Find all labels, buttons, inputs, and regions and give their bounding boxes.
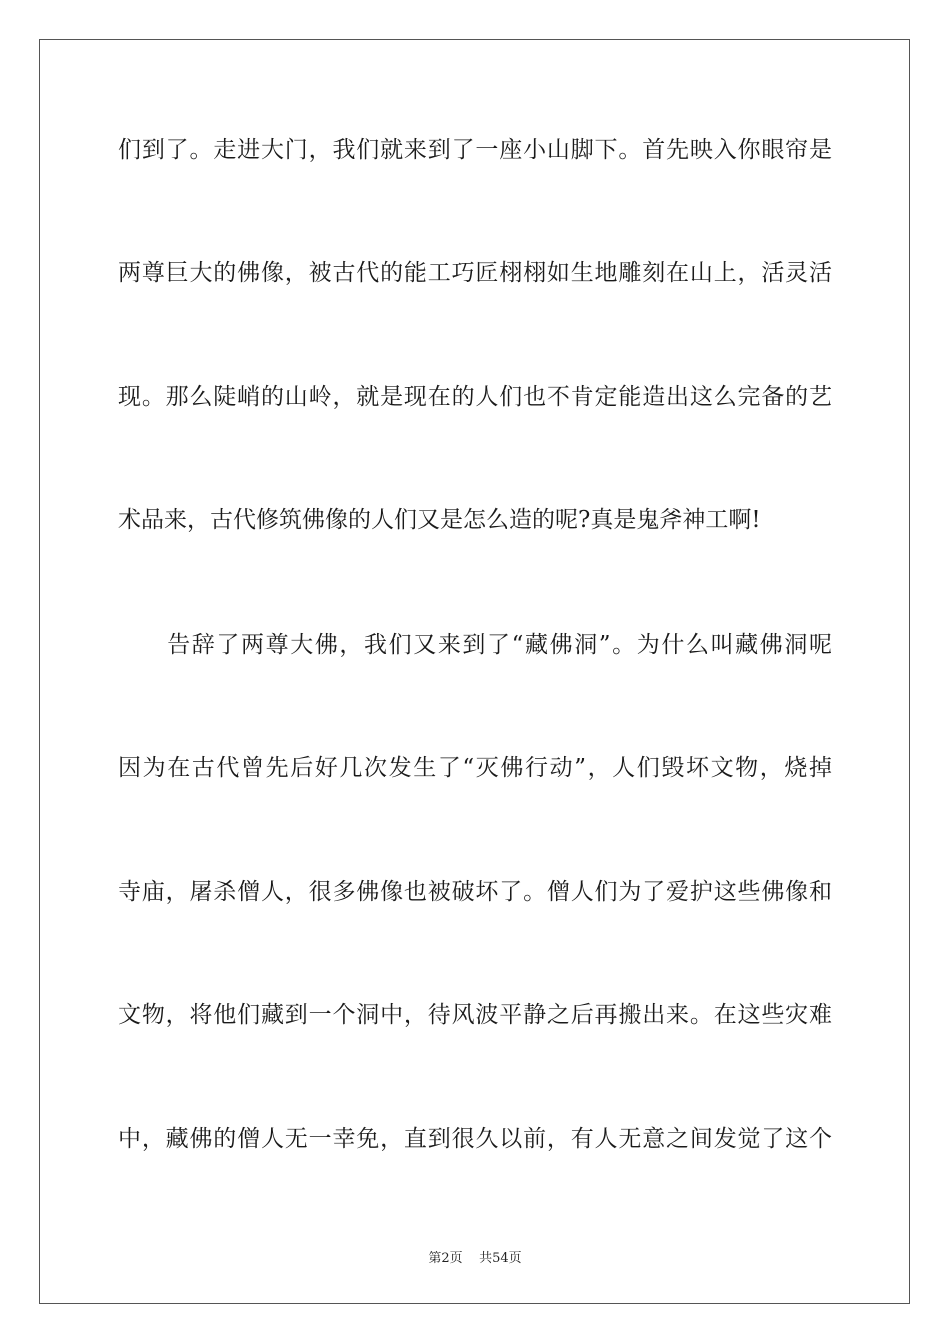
text-line-3: 现。那么陡峭的山岭，就是现在的人们也不肯定能造出这么完备的艺 bbox=[118, 384, 832, 410]
text-line-1: 们到了。走进大门，我们就来到了一座小山脚下。首先映入你眼帘是 bbox=[118, 137, 832, 163]
page-total: 共54页 bbox=[479, 1251, 522, 1266]
page-border bbox=[39, 39, 910, 1304]
text-line-7: 寺庙，屠杀僧人，很多佛像也被破坏了。僧人们为了爱护这些佛像和 bbox=[118, 879, 832, 905]
text-line-5: 告辞了两尊大佛，我们又来到了“藏佛洞”。为什么叫藏佛洞呢 bbox=[118, 632, 832, 658]
text-line-8: 文物，将他们藏到一个洞中，待风波平静之后再搬出来。在这些灾难 bbox=[118, 1002, 832, 1028]
text-line-6: 因为在古代曾先后好几次发生了“灭佛行动”，人们毁坏文物，烧掉 bbox=[118, 755, 832, 781]
text-line-4: 术品来，古代修筑佛像的人们又是怎么造的呢?真是鬼斧神工啊! bbox=[118, 507, 761, 533]
text-line-2: 两尊巨大的佛像，被古代的能工巧匠栩栩如生地雕刻在山上，活灵活 bbox=[118, 260, 832, 286]
page-footer bbox=[0, 1247, 950, 1266]
text-line-9: 中，藏佛的僧人无一幸免，直到很久以前，有人无意之间发觉了这个 bbox=[118, 1126, 832, 1152]
page-number: 第2页 bbox=[428, 1251, 463, 1266]
